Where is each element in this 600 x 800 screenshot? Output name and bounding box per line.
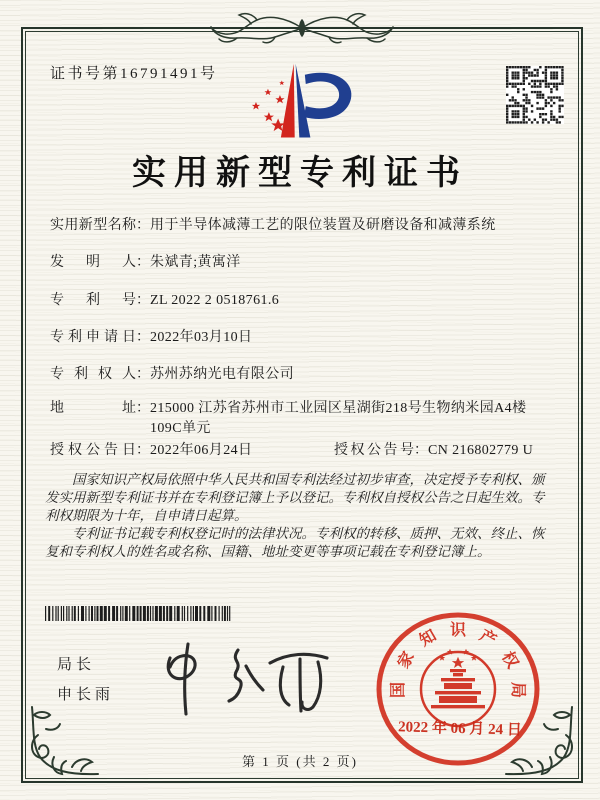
field-label: 地址	[50, 401, 136, 416]
field-label: 授权公告号	[334, 443, 414, 458]
label-colon: ：	[136, 443, 150, 458]
label-colon: ：	[136, 218, 150, 233]
seal-agency-char: 识	[449, 622, 466, 639]
seal-date: 2022 年 06 月 24 日	[397, 719, 523, 739]
field-label: 专利申请日	[50, 330, 136, 345]
field-label: 专利权人	[50, 367, 136, 382]
seal-agency-char: 产	[476, 627, 499, 650]
certificate-title: 实用新型专利证书	[132, 155, 468, 192]
legal-paragraph: 专利证书记载专利权登记时的法律状况。专利权的转移、质押、无效、终止、恢复和专利权人的姓名或名称、国籍、地址变更等事项记载在专利登记簿上。	[45, 526, 545, 559]
field-row-patent-number	[50, 291, 562, 311]
field-value: 215000 江苏省苏州市工业园区星湖街218号生物纳米园A4楼109C单元	[150, 401, 527, 436]
label-colon: ：	[136, 401, 150, 416]
label-colon: ：	[414, 443, 428, 458]
field-value: 用于半导体减薄工艺的限位装置及研磨设备和减薄系统	[150, 218, 496, 233]
field-row-inventor	[50, 253, 562, 273]
seal-agency-char: 国	[390, 682, 407, 699]
field-row-patentee	[50, 365, 562, 385]
label-colon: ：	[136, 293, 150, 308]
certificate-number: 证书号第16791491号	[50, 66, 218, 82]
seal-agency-char: 局	[509, 681, 526, 698]
label-colon: ：	[136, 330, 150, 345]
field-row-grant	[50, 441, 562, 461]
director-signature	[150, 632, 340, 720]
officer-block	[57, 650, 114, 710]
page-footer: 第 1 页 (共 2 页)	[242, 754, 358, 769]
seal-agency-char: 权	[498, 649, 521, 672]
official-seal	[373, 605, 543, 775]
legal-paragraph: 国家知识产权局依照中华人民共和国专利法经过初步审查，决定授予专利权、颁发实用新型专利证书并在专利登记簿上予以登记。专利权自授权公告之日起生效。专利权期限为十年，自申请日起算。	[45, 472, 545, 523]
label-colon: ：	[136, 255, 150, 270]
legal-text-block	[45, 471, 557, 561]
seal-agency-char: 知	[417, 627, 440, 650]
officer-title: 局长	[57, 657, 96, 673]
field-value: 朱斌青;黄寓洋	[150, 255, 241, 270]
qr-code	[506, 66, 564, 124]
field-row-address	[50, 399, 562, 439]
top-border-flourish-icon	[207, 11, 397, 45]
barcode	[45, 606, 235, 621]
field-label: 授权公告日	[50, 443, 136, 458]
grant-date-value: 2022年06月24日	[150, 443, 253, 458]
seal-agency-text	[373, 605, 543, 775]
cnipa-logo-icon	[243, 60, 363, 143]
officer-name: 申长雨	[57, 687, 115, 703]
field-row-filing-date	[50, 328, 562, 348]
field-label: 发明人	[50, 255, 136, 270]
field-label: 实用新型名称	[50, 218, 136, 233]
field-row-utility-model-name	[50, 216, 562, 236]
field-value: 苏州苏纳光电有限公司	[150, 367, 294, 382]
label-colon: ：	[136, 367, 150, 382]
seal-agency-char: 家	[395, 649, 418, 672]
field-value: 2022年03月10日	[150, 330, 253, 345]
grant-number-value: CN 216802779 U	[428, 443, 534, 458]
field-value: ZL 2022 2 0518761.6	[150, 293, 280, 308]
field-label: 专利号	[50, 293, 136, 308]
